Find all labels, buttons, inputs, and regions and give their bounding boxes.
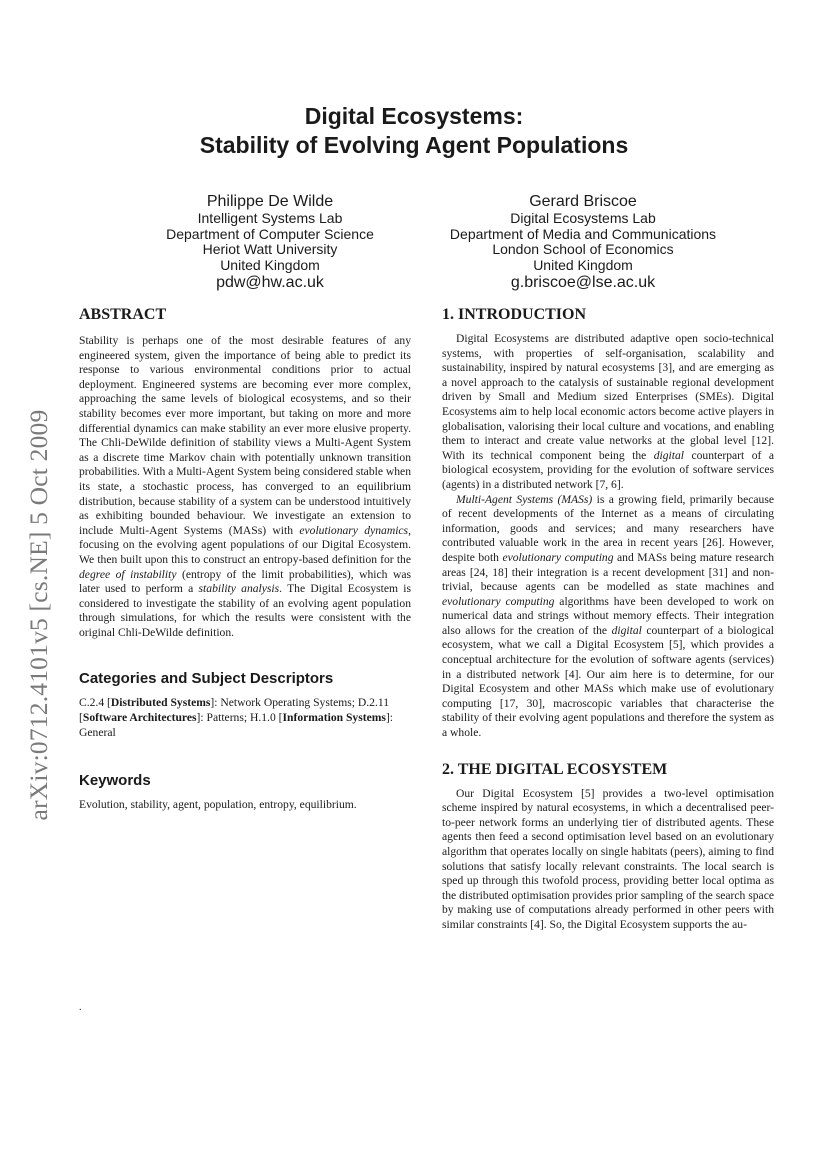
author-department: Department of Media and Communications bbox=[449, 225, 717, 242]
title-line-2: Stability of Evolving Agent Populations bbox=[199, 132, 629, 158]
abstract-heading: ABSTRACT bbox=[79, 306, 167, 323]
digital-ecosystem-paragraph-1: Our Digital Ecosystem [5] provides a two-level optimisation scheme inspired by natural ecosystems, in which a decentralised peer-to-peer network forms an underlying tier of distributed agents. These agents then feed a second optimisation level based on an evolutionary algorithm that operates locally on single habitats (peers), aiming to find solutions that satisfy locally relevant constraints. The local search is sped up through this twofold process, providing better local optima as the distributed optimisation provides prior sampling of the search space by making use of computations already performed in other peers with similar constraints [4]. So, the Digital Ecosystem supports the au- bbox=[442, 786, 774, 931]
paper-title bbox=[0, 102, 828, 160]
author-lab: Intelligent Systems Lab bbox=[197, 210, 343, 226]
keywords-text: Evolution, stability, agent, population, entropy, equilibrium. bbox=[79, 798, 357, 812]
author-country: United Kingdom bbox=[533, 256, 633, 273]
author-block-1 bbox=[120, 192, 420, 292]
arxiv-stamp bbox=[14, 380, 64, 850]
author-email: g.briscoe@lse.ac.uk bbox=[510, 274, 656, 291]
introduction-paragraph-1: Digital Ecosystems are distributed adaptive open socio-technical systems, with properties of self-organisation, scalability and sustainability, inspired by natural ecosystems [3], and are emerging as a novel approach to the catalysis of sustainable regional development driven by Small and Medium sized Enterprises (SMEs). Digital Ecosystems aim to help local economic actors become active players in globalisation, valorising their local culture and vocations, and enabling them to interact and create value networks at the global level [12]. With its technical component being the digital counterpart of a biological ecosystem, providing for the evolution of software services (agents) in a distributed network [7, 6]. bbox=[442, 332, 774, 491]
page-mark: . bbox=[79, 1002, 82, 1013]
right-column bbox=[442, 306, 774, 933]
author-department: Department of Computer Science bbox=[166, 225, 374, 242]
author-email: pdw@hw.ac.uk bbox=[216, 274, 324, 291]
introduction-paragraph-2: Multi-Agent Systems (MASs) is a growing field, primarily because of recent developments of the Internet as a means of circulating information, goods and services; and many researchers have contributed valuable work in the area in recent years [26]. However, despite both evolutionary computing and MASs being mature research areas [24, 18] their integration is a recent development [31] and non-trivial, because agents can be modelled as state machines and evolutionary computing algorithms have been developed to work on numerical data and strings without memory effects. Their integration also allows for the creation of the digital counterpart of a biological ecosystem, what we call a Digital Ecosystem [5], which provides a conceptual architecture for the evolution of software agents (services) in a distributed network [4]. Our aim here is to determine, for our Digital Ecosystem and other MASs which make use of evolutionary computing [17, 30], macroscopic variables that characterise the stability of their evolving agent populations and therefore the system as a whole. bbox=[442, 492, 775, 740]
introduction-heading: 1. INTRODUCTION bbox=[442, 306, 587, 323]
author-name: Philippe De Wilde bbox=[206, 193, 334, 210]
categories-text: C.2.4 [Distributed Systems]: Network Operating Systems; D.2.11 [Software Architectures]: Patterns; H.1.0 [Information Systems]: General bbox=[79, 696, 393, 739]
author-country: United Kingdom bbox=[220, 256, 320, 273]
author-block-2 bbox=[432, 192, 734, 292]
author-lab: Digital Ecosystems Lab bbox=[510, 210, 656, 226]
arxiv-identifier: arXiv:0712.4101v5 [cs.NE] 5 Oct 2009 bbox=[24, 409, 53, 821]
author-university: London School of Economics bbox=[492, 241, 674, 257]
author-university: Heriot Watt University bbox=[202, 241, 338, 257]
categories-heading: Categories and Subject Descriptors bbox=[79, 670, 334, 688]
digital-ecosystem-heading: 2. THE DIGITAL ECOSYSTEM bbox=[442, 760, 668, 778]
keywords-heading: Keywords bbox=[79, 772, 151, 790]
left-column bbox=[79, 306, 411, 813]
title-line-1: Digital Ecosystems: bbox=[304, 103, 524, 129]
author-name: Gerard Briscoe bbox=[529, 193, 637, 210]
abstract-text: Stability is perhaps one of the most desirable features of any engineered system, given the importance of being able to predict its response to various environmental conditions prior to actual deployment. Engineered systems are becoming ever more complex, approaching the same levels of biological ecosystems, and so their stability becomes ever more important, but taking on more and more differential dynamics can make stability an ever more elusive property. The Chli-DeWilde definition of stability views a Multi-Agent System as a discrete time Markov chain with potentially unknown transition probabilities. With a Multi-Agent System being considered stable when its state, a stochastic process, has converged to an equilibrium distribution, because stability of a system can be understood intuitively as exhibiting bounded behaviour. We investigate an extension to include Multi-Agent Systems (MASs) with evolutionary dynamics, focusing on the evolving agent populations of our Digital Ecosystem. We then built upon this to construct an entropy-based definition for the degree of instability (entropy of the limit probabilities), which was later used to perform a stability analysis. The Digital Ecosystem is considered to investigate the stability of an evolving agent population through simulations, for which the results were consistent with the original Chli-DeWilde definition. bbox=[79, 334, 411, 639]
